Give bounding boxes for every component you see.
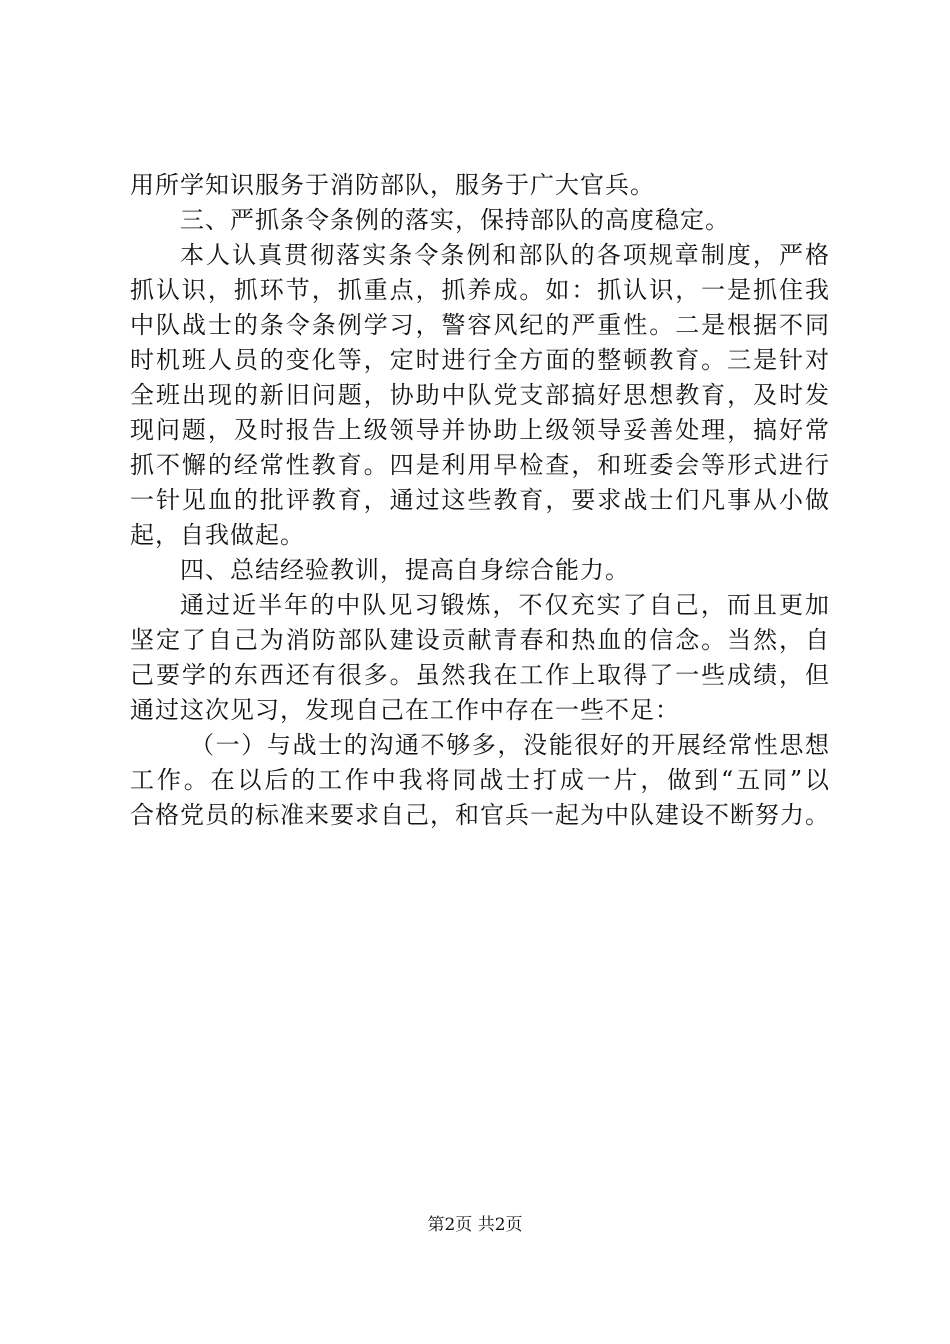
section-heading: 四、总结经验教训，提高自身综合能力。 (180, 556, 630, 584)
text-line: 用所学知识服务于消防部队，服务于广大官兵。 (130, 171, 655, 199)
text-line: 抓不懈的经常性教育。四是利用早检查，和班委会等形式进行 (130, 451, 830, 479)
text-line: 全班出现的新旧问题，协助中队党支部搞好思想教育，及时发 (130, 381, 830, 409)
page-number-footer: 第2页 共2页 (427, 1215, 523, 1235)
text-line: 抓认识，抓环节，抓重点，抓养成。如：抓认识，一是抓住我 (130, 276, 830, 304)
text-line: 起，自我做起。 (130, 521, 305, 549)
text-line: 己要学的东西还有很多。虽然我在工作上取得了一些成绩，但 (130, 661, 830, 689)
text-line: 现问题，及时报告上级领导并协助上级领导妥善处理，搞好常 (130, 416, 830, 444)
text-line: 一针见血的批评教育，通过这些教育，要求战士们凡事从小做 (130, 486, 830, 514)
text-line: 合格党员的标准来要求自己，和官兵一起为中队建设不断努力。 (130, 801, 830, 829)
document-body (130, 168, 830, 833)
text-line: 本人认真贯彻落实条令条例和部队的各项规章制度，严格 (180, 241, 830, 269)
text-line: 坚定了自己为消防部队建设贡献青春和热血的信念。当然，自 (130, 626, 830, 654)
text-line: 通过近半年的中队见习锻炼，不仅充实了自己，而且更加 (180, 591, 830, 619)
text-line: 时机班人员的变化等，定时进行全方面的整顿教育。三是针对 (130, 346, 830, 374)
section-heading: 三、严抓条令条例的落实，保持部队的高度稳定。 (180, 206, 730, 234)
text-line: 通过这次见习，发现自己在工作中存在一些不足： (130, 696, 680, 724)
list-item-text: （一）与战士的沟通不够多，没能很好的开展经常性思想 (190, 731, 830, 759)
text-line: 工作。在以后的工作中我将同战士打成一片，做到“五同”以 (130, 766, 830, 794)
text-line: 中队战士的条令条例学习，警容风纪的严重性。二是根据不同 (130, 311, 830, 339)
